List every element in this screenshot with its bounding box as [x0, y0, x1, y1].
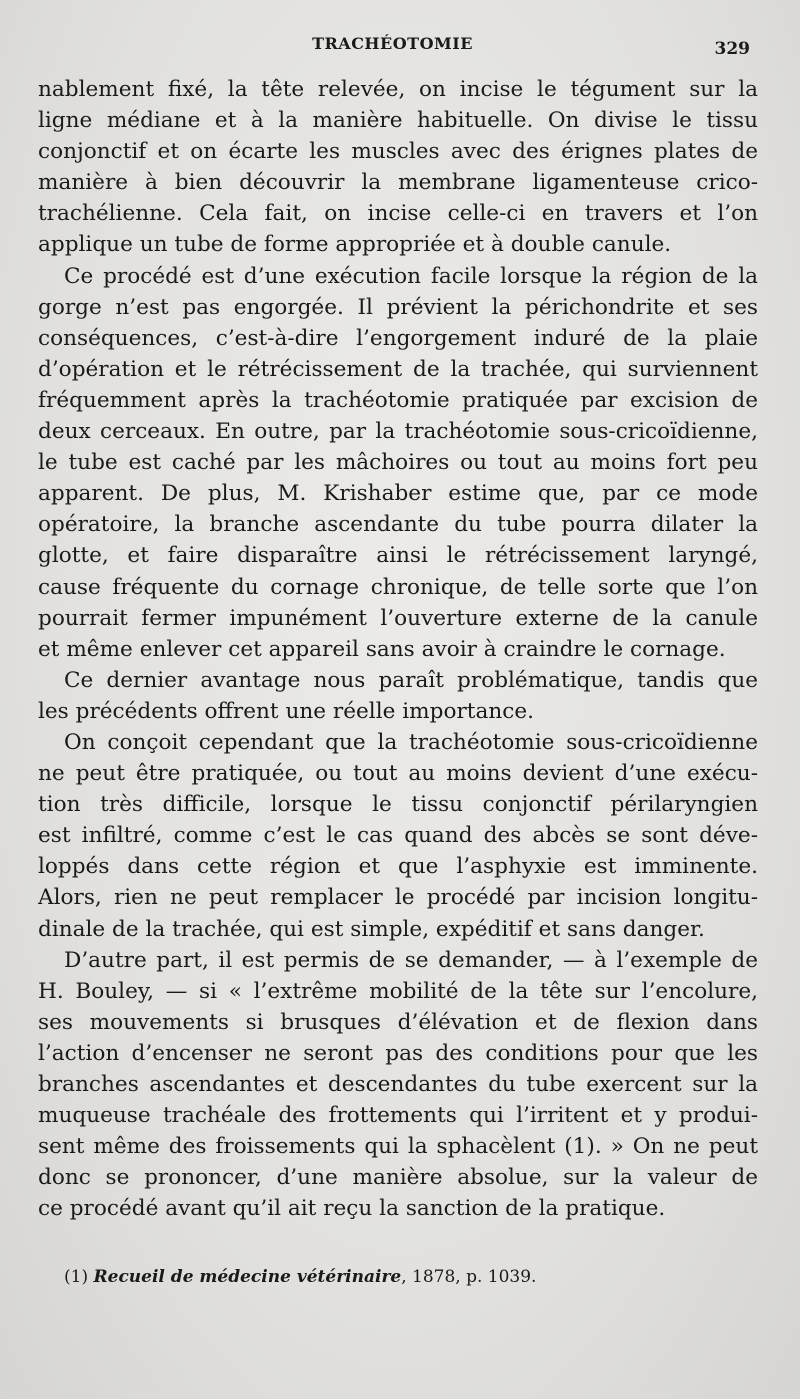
text-line: Alors, rien ne peut remplacer le procédé par incision longitu- — [38, 885, 758, 911]
text-line: On conçoit cependant que la trachéotomie sous-cricoïdienne — [64, 729, 758, 755]
text-line: cause fréquente du cornage chronique, de telle sorte que l’on — [38, 574, 758, 600]
text-line: apparent. De plus, M. Krishaber estime que, par ce mode — [38, 481, 758, 507]
text-line: muqueuse trachéale des frottements qui l’irritent et y produi- — [38, 1103, 758, 1129]
text-line: D’autre part, il est permis de se demander, — à l’exemple de — [64, 947, 758, 973]
text-line: d’opération et le rétrécissement de la trachée, qui surviennent — [38, 356, 758, 382]
footnote — [64, 1266, 754, 1288]
text-line: sent même des froissements qui la sphacèlent (1). » On ne peut — [38, 1134, 758, 1160]
text-line: conséquences, c’est-à-dire l’engorgement induré de la plaie — [38, 325, 758, 351]
text-line: gorge n’est pas engorgée. Il prévient la périchondrite et ses — [38, 294, 758, 320]
text-line: dinale de la trachée, qui est simple, expéditif et sans danger. — [38, 916, 705, 942]
text-line: ne peut être pratiquée, ou tout au moins devient d’une exécu- — [38, 761, 758, 787]
text-line: Ce procédé est d’une exécution facile lorsque la région de la — [64, 263, 758, 289]
text-line: glotte, et faire disparaître ainsi le rétrécissement laryngé, — [38, 543, 758, 569]
footnote-source-title: Recueil de médecine vétérinaire — [93, 1267, 402, 1287]
text-line: trachélienne. Cela fait, on incise celle-ci en travers et l’on — [38, 201, 758, 227]
text-line: H. Bouley, — si « l’extrême mobilité de la tête sur l’encolure, — [38, 978, 758, 1004]
page-number: 329 — [714, 39, 750, 59]
footnote-citation: , 1878, p. 1039. — [401, 1267, 537, 1287]
text-line: ligne médiane et à la manière habituelle. On divise le tissu — [38, 108, 758, 134]
text-line: branches ascendantes et descendantes du tube exercent sur la — [38, 1072, 758, 1097]
text-line: manière à bien découvrir la membrane ligamenteuse crico- — [38, 170, 758, 196]
text-line: deux cerceaux. En outre, par la trachéotomie sous-cricoïdienne, — [38, 419, 758, 445]
text-line: nablement fixé, la tête relevée, on incise le tégument sur la — [38, 77, 758, 102]
text-line: pourrait fermer impunément l’ouverture externe de la canule — [38, 605, 758, 631]
text-line: est infiltré, comme c’est le cas quand des abcès se sont déve- — [38, 823, 758, 849]
text-line: ce procédé avant qu’il ait reçu la sanction de la pratique. — [38, 1196, 666, 1222]
text-line: opératoire, la branche ascendante du tube pourra dilater la — [38, 512, 758, 538]
running-title: TRACHÉOTOMIE — [312, 34, 473, 53]
text-line: donc se prononcer, d’une manière absolue, sur la valeur de — [38, 1165, 758, 1191]
text-line: ses mouvements si brusques d’élévation et de flexion dans — [38, 1009, 758, 1035]
text-line: applique un tube de forme appropriée et à double canule. — [38, 232, 672, 258]
text-line: loppés dans cette région et que l’asphyxie est imminente. — [38, 854, 758, 880]
text-line: les précédents offrent une réelle importance. — [38, 698, 534, 724]
text-line: l’action d’encenser ne seront pas des conditions pour que les — [38, 1040, 758, 1066]
footnote-mark: (1) — [64, 1267, 89, 1287]
text-line: le tube est caché par les mâchoires ou tout au moins fort peu — [38, 450, 758, 476]
text-line: conjonctif et on écarte les muscles avec des érignes plates de — [38, 139, 758, 165]
running-header — [0, 34, 800, 58]
text-line: Ce dernier avantage nous paraît problématique, tandis que — [64, 667, 758, 693]
text-line: tion très difficile, lorsque le tissu conjonctif périlaryngien — [38, 792, 758, 818]
text-line: et même enlever cet appareil sans avoir à craindre le cornage. — [38, 636, 726, 662]
body-text — [38, 74, 758, 1224]
text-line: fréquemment après la trachéotomie pratiquée par excision de — [38, 387, 758, 413]
